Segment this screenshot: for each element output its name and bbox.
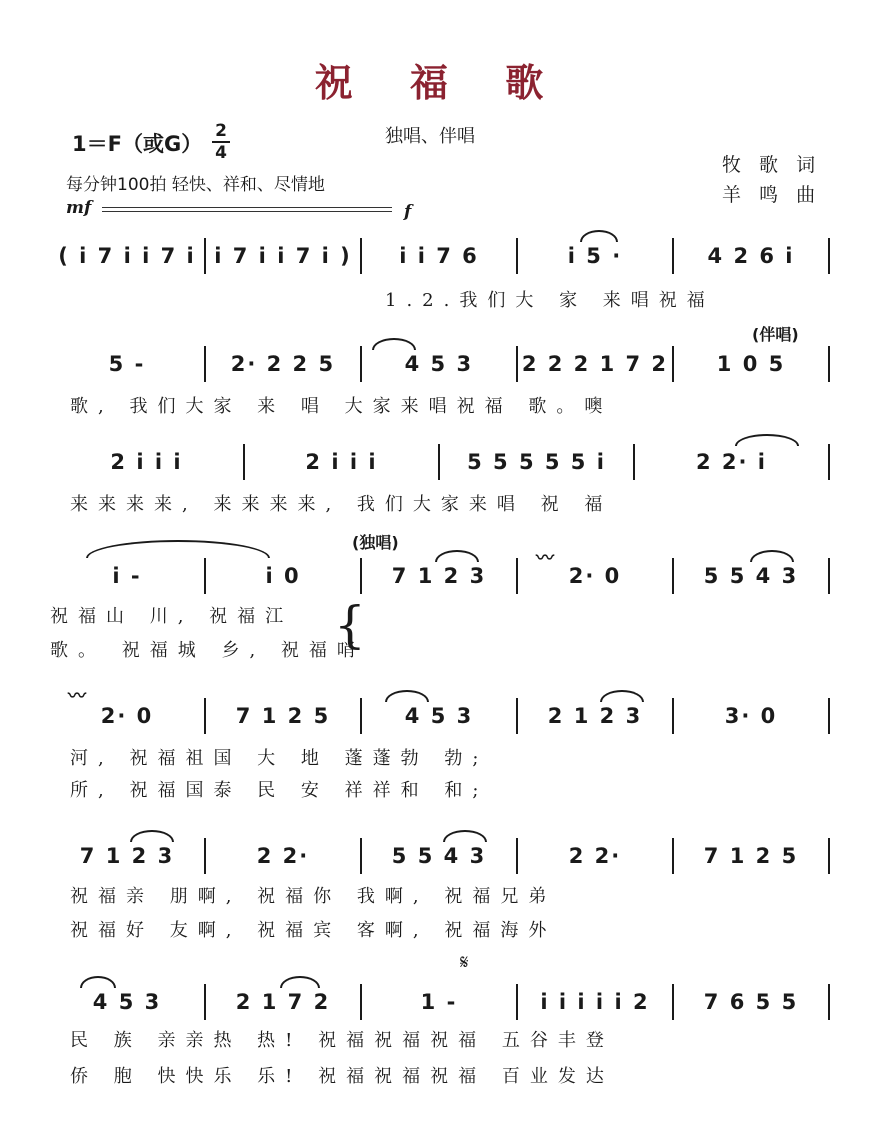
measure: 5 5 4 3	[391, 844, 487, 868]
measure: 5 -	[108, 352, 146, 376]
lyric-verse-2: 祝福好 友啊, 祝福宾 客啊, 祝福海外	[70, 920, 557, 941]
measure: i -	[112, 564, 142, 588]
barline	[828, 838, 830, 874]
measure: 4 5 3	[404, 352, 474, 376]
lyric-verse-1: 歌, 我们大家 来 唱 大家来唱祝福 歌。噢	[70, 396, 613, 417]
measure: 3· 0	[724, 704, 778, 728]
measure: 5 5 5 5 5 i	[467, 450, 606, 474]
lyric-verse-1: 来来来来, 来来来来, 我们大家来唱 祝 福	[70, 494, 613, 515]
slur	[130, 830, 174, 842]
barline	[828, 984, 830, 1020]
measure: 2· 2 2 5	[230, 352, 336, 376]
notes-line	[50, 440, 830, 484]
lyric-verse-1: 1.2.我们大 家 来唱祝福	[385, 290, 715, 311]
barline	[828, 698, 830, 734]
key-signature: 1＝F（或G）	[72, 132, 203, 156]
slur	[435, 550, 479, 562]
measure: 1 -	[420, 990, 458, 1014]
composer-credit: 羊 鸣 曲	[722, 184, 822, 206]
solo-tag: (独唱)	[352, 533, 399, 552]
measure: 2· 0	[100, 704, 154, 728]
notes-line	[50, 234, 830, 278]
segno-icon: 𝄋	[460, 950, 469, 974]
measure: 2 2· i	[695, 450, 768, 474]
barline	[828, 238, 830, 274]
song-title: 祝 福 歌	[314, 60, 566, 105]
measure: i 0	[265, 564, 301, 588]
measure: 2· 0	[568, 564, 622, 588]
measure: 2 2·	[256, 844, 310, 868]
measure: 7 1 2 3	[391, 564, 487, 588]
crescendo-line-lower	[102, 211, 392, 212]
barline	[828, 444, 830, 480]
slur	[385, 690, 429, 702]
mordent-icon: 〰	[536, 548, 554, 569]
measure: i i i i i 2	[540, 990, 650, 1014]
lyric-verse-1: 河, 祝福祖国 大 地 蓬蓬勃 勃;	[70, 748, 489, 769]
lyric-verse-1: 祝福亲 朋啊, 祝福你 我啊, 祝福兄弟	[70, 886, 557, 907]
notes-line	[50, 342, 830, 386]
time-signature	[212, 122, 230, 162]
slur	[372, 338, 416, 350]
notes-line	[50, 694, 830, 738]
slur	[580, 230, 618, 242]
barline	[828, 558, 830, 594]
slur	[750, 550, 794, 562]
measure: 2 1 2 3	[547, 704, 643, 728]
lyric-verse-1: 祝福山 川, 祝福江	[50, 606, 294, 627]
lyric-verse-2: 所, 祝福国泰 民 安 祥祥和 和;	[70, 780, 489, 801]
measure: 4 5 3	[404, 704, 474, 728]
lyric-verse-2: 侨 胞 快快乐 乐! 祝福祝福祝福 百业发达	[70, 1066, 614, 1087]
measure: 4 2 6 i	[707, 244, 795, 268]
measure: 2 i i i	[305, 450, 378, 474]
barline	[828, 346, 830, 382]
notes-line	[50, 980, 830, 1024]
time-signature-top: 2	[215, 121, 227, 141]
measure: 7 6 5 5	[703, 990, 799, 1014]
measure: 4 5 3	[92, 990, 162, 1014]
brace-icon: {	[334, 596, 366, 654]
measure: i 5 ·	[567, 244, 623, 268]
mordent-icon: 〰	[68, 686, 86, 707]
measure: 2 i i i	[110, 450, 183, 474]
measure: i 7 i i 7 i )	[214, 244, 352, 268]
measure: 2 1 7 2	[235, 990, 331, 1014]
lyricist-credit: 牧 歌 词	[722, 154, 822, 176]
measure: 5 5 4 3	[703, 564, 799, 588]
time-signature-bottom: 4	[215, 143, 227, 163]
dynamic-mf: mf	[66, 198, 92, 218]
performance-form: 独唱、伴唱	[385, 126, 475, 147]
measure: 2 2·	[568, 844, 622, 868]
accompany-tag: (伴唱)	[752, 325, 799, 344]
measure: i i 7 6	[399, 244, 479, 268]
measure: 7 1 2 5	[235, 704, 331, 728]
crescendo-line	[102, 207, 392, 208]
slur	[735, 434, 799, 446]
measure: 7 1 2 3	[79, 844, 175, 868]
lyric-verse-2: 歌。 祝福城 乡, 祝福哨	[50, 640, 365, 661]
dynamic-f: f	[404, 202, 412, 222]
measure: 7 1 2 5	[703, 844, 799, 868]
slur	[443, 830, 487, 842]
measure: ( i 7 i i 7 i	[58, 244, 196, 268]
tempo-marking: 每分钟100拍 轻快、祥和、尽情地	[66, 175, 325, 195]
lyric-verse-1: 民 族 亲亲热 热! 祝福祝福祝福 五谷丰登	[70, 1030, 614, 1051]
slur	[600, 690, 644, 702]
measure: 1 0 5	[716, 352, 786, 376]
slur	[80, 976, 116, 988]
slur	[280, 976, 320, 988]
measure: 2 2 2 1 7 2	[521, 352, 669, 376]
tie	[86, 540, 270, 558]
